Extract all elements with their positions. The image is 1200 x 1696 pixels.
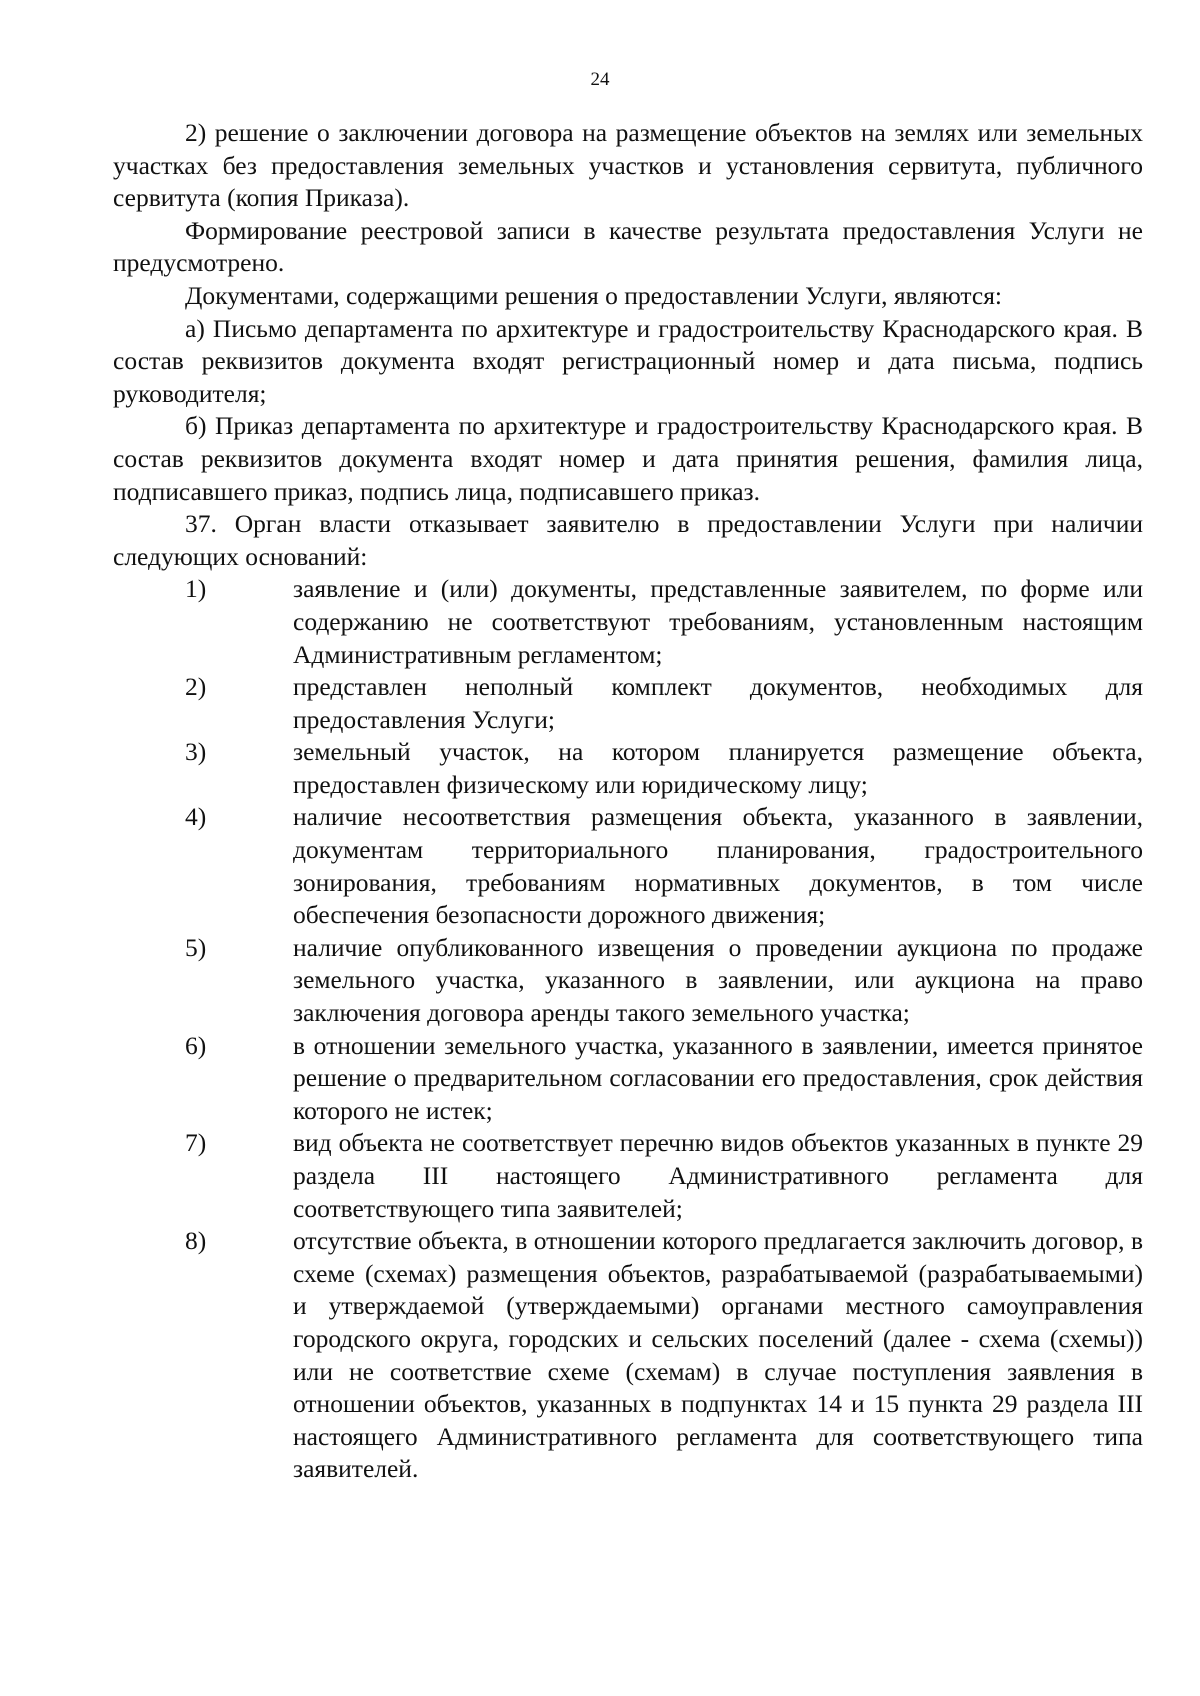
list-item	[113, 1127, 1143, 1225]
list-item-number: 8)	[185, 1226, 207, 1256]
list-item-text: заявление и (или) документы, представленные заявителем, по форме или содержанию не соответствуют требованиям, установленным настоящим Административным регламентом;	[293, 574, 1143, 669]
list-item-number: 4)	[185, 802, 207, 832]
list-item-text: отсутствие объекта, в отношении которого предлагается заключить договор, в схеме (схемах) размещения объектов, разрабатываемой (разрабатываемыми) и утверждаемой (утверждаемыми) органами местного самоуправления городского округа, городских и сельских поселений (далее - схема (схемы)) или не соответствие схеме (схемам) в случае поступления заявления в отношении объектов, указанных в подпунктах 14 и 15 пункта 29 раздела III настоящего Административного регламента для соответствующего типа заявителей.	[293, 1226, 1143, 1484]
list-item-text: наличие несоответствия размещения объекта, указанного в заявлении, документам территориального планирования, градостроительного зонирования, требованиям нормативных документов, в том числе обеспечения безопасности дорожного движения;	[293, 802, 1143, 930]
list-item-number: 7)	[185, 1128, 207, 1158]
list-item	[113, 1030, 1143, 1128]
list-item-text: вид объекта не соответствует перечню видов объектов указанных в пункте 29 раздела III настоящего Административного регламента для соответствующего типа заявителей;	[293, 1128, 1143, 1223]
paragraph-registry-record: Формирование реестровой записи в качестве результата предоставления Услуги не предусмотрено.	[113, 215, 1143, 278]
paragraph-refusal-intro: 37. Орган власти отказывает заявителю в предоставлении Услуги при наличии следующих оснований:	[113, 509, 1143, 571]
list-item-number: 5)	[185, 932, 207, 962]
list-item	[113, 1225, 1143, 1486]
list-item	[113, 932, 1143, 1030]
page-number: 24	[590, 69, 610, 90]
paragraph-result-decision: 2) решение о заключении договора на размещение объектов на землях или земельных участках без предоставления земельных участков и установления сервитута, публичного сервитута (копия Приказа).	[113, 118, 1143, 213]
list-item-number: 1)	[185, 574, 207, 604]
paragraph-letter: а) Письмо департамента по архитектуре и градостроительству Краснодарского края. В состав реквизитов документа входят регистрационный номер и дата письма, подпись руководителя;	[113, 313, 1143, 408]
list-item-number: 2)	[185, 672, 207, 702]
paragraph-documents-intro: Документами, содержащими решения о предоставлении Услуги, являются:	[185, 280, 1003, 310]
list-item-text: наличие опубликованного извещения о проведении аукциона по продаже земельного участка, указанного в заявлении, или аукциона на право заключения договора аренды такого земельного участка;	[293, 932, 1143, 1028]
list-item-text: в отношении земельного участка, указанного в заявлении, имеется принятое решение о предварительном согласовании его предоставления, срок действия которого не истек;	[293, 1030, 1143, 1125]
paragraph-order: б) Приказ департамента по архитектуре и градостроительству Краснодарского края. В состав реквизитов документа входят номер и дата принятия решения, фамилия лица, подписавшего приказ, подпись лица, подписавшего приказ.	[113, 411, 1143, 506]
list-item-number: 6)	[185, 1030, 207, 1060]
list-item-text: земельный участок, на котором планируется размещение объекта, предоставлен физическому или юридическому лицу;	[293, 737, 1143, 799]
list-item-text: представлен неполный комплект документов, необходимых для предоставления Услуги;	[293, 672, 1143, 734]
refusal-grounds-list	[113, 573, 1143, 1486]
list-item-number: 3)	[185, 737, 207, 767]
document-body	[113, 117, 1143, 1486]
list-item	[113, 671, 1143, 736]
list-item	[113, 573, 1143, 671]
list-item	[113, 736, 1143, 801]
list-item	[113, 801, 1143, 931]
